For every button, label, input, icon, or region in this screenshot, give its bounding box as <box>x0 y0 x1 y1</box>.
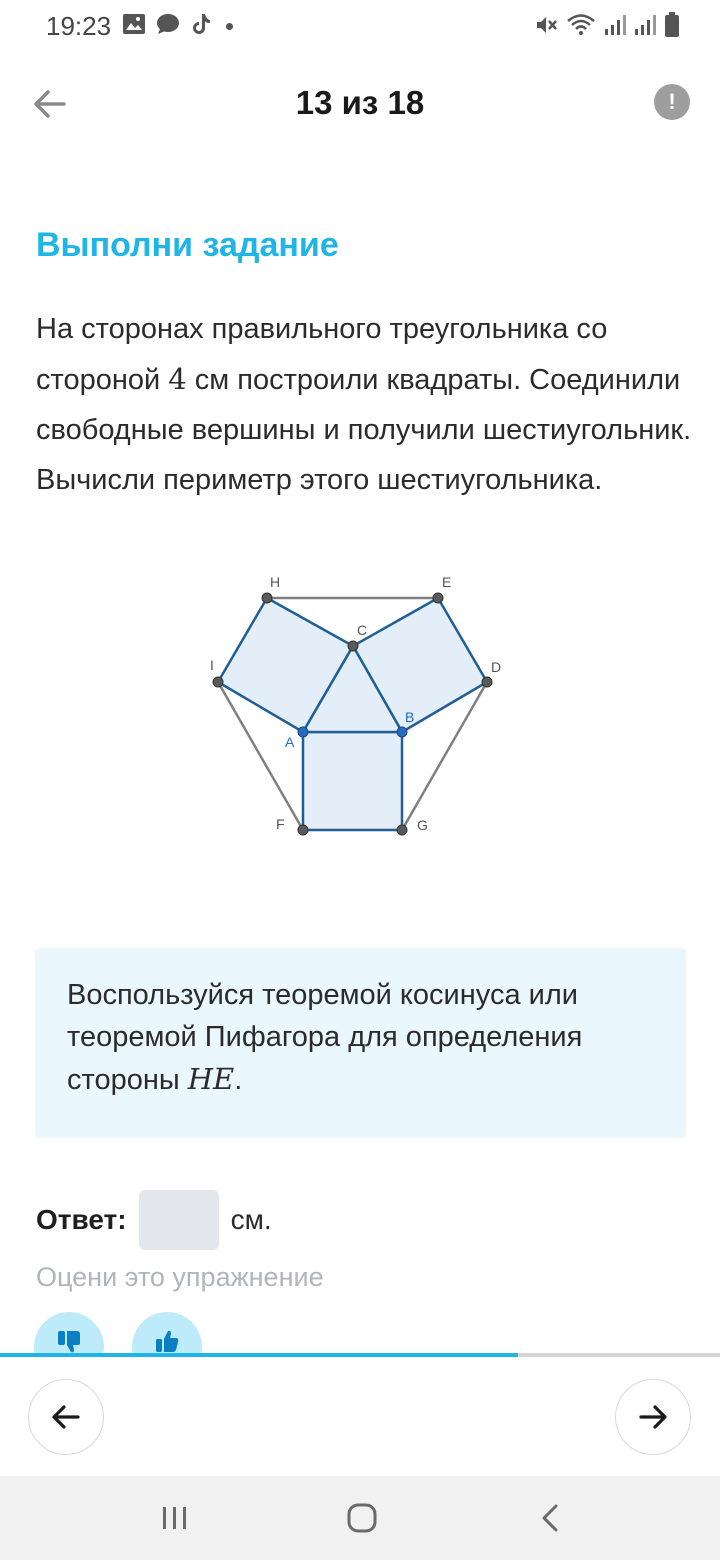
arrow-left-icon <box>51 1404 81 1430</box>
label-d: D <box>491 659 502 675</box>
thumbs-up-icon <box>154 1328 180 1354</box>
mute-icon <box>534 13 558 42</box>
vertex-a <box>298 727 308 737</box>
answer-row <box>36 1190 272 1250</box>
shapes <box>218 598 487 830</box>
vertex-h <box>262 593 272 603</box>
side-value: 4 <box>168 362 187 396</box>
label-c: C <box>357 622 368 638</box>
thumbs-up-button[interactable] <box>132 1312 202 1356</box>
dot-icon <box>226 23 233 30</box>
vertex-f <box>298 825 308 835</box>
label-a: A <box>285 734 295 750</box>
chat-icon <box>156 13 180 40</box>
signal-icon <box>634 13 656 42</box>
gallery-icon <box>122 13 146 40</box>
hint-text-start: Воспользуйся теоремой косинуса или теоремой Пифагора для определения стороны <box>67 979 583 1096</box>
recent-apps-icon <box>160 1504 190 1532</box>
next-exercise-button[interactable] <box>615 1379 691 1455</box>
system-status-icons <box>534 12 680 43</box>
system-navigation-bar <box>0 1476 720 1560</box>
home-icon <box>346 1502 378 1534</box>
report-button[interactable] <box>654 84 690 120</box>
answer-label: Ответ: <box>36 1204 127 1235</box>
vertex-d <box>482 677 492 687</box>
vertex-e <box>433 593 443 603</box>
notification-icons <box>122 12 233 41</box>
arrow-right-icon <box>638 1404 668 1430</box>
label-g: G <box>417 817 428 833</box>
task-text-end: см построили квадраты. Соединили свободные вершины и получили шестиугольник. Вычисли периметр этого шестиугольника. <box>36 364 692 496</box>
label-h: H <box>270 574 281 590</box>
bottom-square <box>303 732 402 830</box>
hint-box <box>35 948 686 1138</box>
answer-input[interactable] <box>139 1190 219 1250</box>
vertex-c <box>348 641 358 651</box>
hint-text-end: . <box>234 1064 243 1096</box>
chevron-left-icon <box>539 1503 561 1533</box>
task-text <box>36 304 696 505</box>
answer-unit: см. <box>230 1204 272 1235</box>
status-bar <box>0 0 720 52</box>
exclamation-icon: ! <box>668 89 676 114</box>
thumbs-down-button[interactable] <box>34 1312 104 1356</box>
exercise-navigation <box>0 1357 720 1475</box>
vertex-b <box>397 727 407 737</box>
wifi-icon <box>566 13 596 42</box>
task-text-start: На сторонах правильного треугольника со стороной <box>36 313 608 396</box>
thumbs-down-icon <box>56 1328 82 1354</box>
geometry-figure <box>190 565 530 850</box>
vertex-i <box>213 677 223 687</box>
signal-icon <box>604 13 626 42</box>
page-title: 13 из 18 <box>295 84 425 121</box>
rating-label: Оцени это упражнение <box>36 1262 324 1292</box>
app-header <box>0 60 720 148</box>
label-e: E <box>442 574 452 590</box>
system-back-button[interactable] <box>526 1498 574 1538</box>
rating-buttons <box>34 1310 234 1356</box>
home-button[interactable] <box>338 1498 386 1538</box>
label-b: B <box>405 709 415 725</box>
label-i: I <box>210 657 214 673</box>
status-time: 19:23 <box>46 11 112 41</box>
hint-math: HE <box>187 1062 235 1096</box>
vertex-g <box>397 825 407 835</box>
tiktok-icon <box>190 12 212 41</box>
recent-apps-button[interactable] <box>151 1498 199 1538</box>
label-f: F <box>276 816 285 832</box>
task-heading: Выполни задание <box>36 226 339 264</box>
previous-exercise-button[interactable] <box>28 1379 104 1455</box>
battery-icon <box>664 12 680 43</box>
hint-text <box>67 974 657 1101</box>
